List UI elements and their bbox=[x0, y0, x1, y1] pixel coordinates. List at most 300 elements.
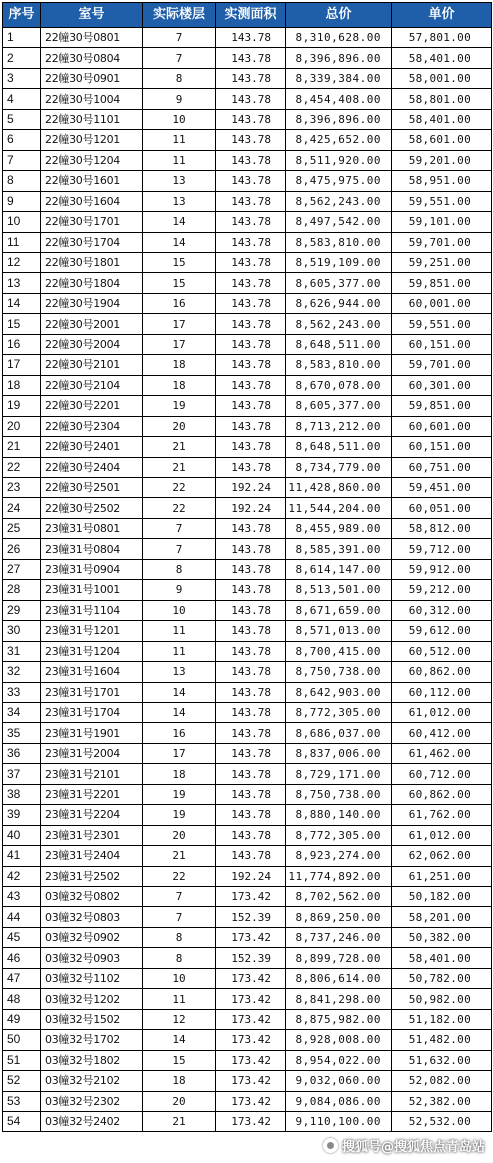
cell-unit-price: 59,212.00 bbox=[392, 580, 492, 600]
cell-area: 143.78 bbox=[216, 273, 286, 293]
cell-total-price: 8,310,628.00 bbox=[286, 28, 392, 48]
cell-total-price: 8,750,738.00 bbox=[286, 662, 392, 682]
table-row bbox=[3, 396, 492, 416]
cell-total-price: 8,899,728.00 bbox=[286, 948, 392, 968]
cell-unit-price: 61,251.00 bbox=[392, 866, 492, 886]
cell-area: 143.78 bbox=[216, 150, 286, 170]
cell-total-price: 11,774,892.00 bbox=[286, 866, 392, 886]
cell-index: 12 bbox=[3, 252, 41, 272]
cell-floor: 19 bbox=[143, 805, 216, 825]
cell-area: 143.78 bbox=[216, 355, 286, 375]
cell-floor: 21 bbox=[143, 437, 216, 457]
cell-index: 54 bbox=[3, 1112, 41, 1132]
cell-room: 22幢30号1804 bbox=[41, 273, 143, 293]
cell-area: 143.78 bbox=[216, 375, 286, 395]
cell-unit-price: 59,851.00 bbox=[392, 396, 492, 416]
cell-floor: 20 bbox=[143, 416, 216, 436]
table-row bbox=[3, 927, 492, 947]
cell-room: 23幢31号0801 bbox=[41, 518, 143, 538]
cell-index: 1 bbox=[3, 28, 41, 48]
cell-area: 143.78 bbox=[216, 191, 286, 211]
cell-floor: 8 bbox=[143, 948, 216, 968]
table-row bbox=[3, 130, 492, 150]
cell-area: 143.78 bbox=[216, 171, 286, 191]
cell-floor: 8 bbox=[143, 559, 216, 579]
cell-index: 10 bbox=[3, 212, 41, 232]
cell-area: 173.42 bbox=[216, 989, 286, 1009]
cell-floor: 17 bbox=[143, 334, 216, 354]
cell-area: 143.78 bbox=[216, 621, 286, 641]
cell-total-price: 8,605,377.00 bbox=[286, 396, 392, 416]
cell-index: 52 bbox=[3, 1071, 41, 1091]
price-table bbox=[2, 2, 492, 1132]
cell-index: 32 bbox=[3, 662, 41, 682]
cell-floor: 14 bbox=[143, 702, 216, 722]
cell-index: 14 bbox=[3, 293, 41, 313]
table-row bbox=[3, 232, 492, 252]
cell-area: 173.42 bbox=[216, 1091, 286, 1111]
cell-unit-price: 60,112.00 bbox=[392, 682, 492, 702]
cell-area: 143.78 bbox=[216, 600, 286, 620]
cell-floor: 17 bbox=[143, 314, 216, 334]
cell-area: 192.24 bbox=[216, 477, 286, 497]
cell-area: 143.78 bbox=[216, 641, 286, 661]
cell-total-price: 8,671,659.00 bbox=[286, 600, 392, 620]
cell-index: 46 bbox=[3, 948, 41, 968]
table-row bbox=[3, 355, 492, 375]
cell-total-price: 8,700,415.00 bbox=[286, 641, 392, 661]
cell-total-price: 8,648,511.00 bbox=[286, 334, 392, 354]
cell-total-price: 8,513,501.00 bbox=[286, 580, 392, 600]
cell-unit-price: 60,051.00 bbox=[392, 498, 492, 518]
header-floor: 实际楼层 bbox=[143, 3, 216, 28]
cell-area: 173.42 bbox=[216, 1112, 286, 1132]
cell-total-price: 8,713,212.00 bbox=[286, 416, 392, 436]
cell-total-price: 8,686,037.00 bbox=[286, 723, 392, 743]
table-row bbox=[3, 989, 492, 1009]
cell-area: 143.78 bbox=[216, 805, 286, 825]
table-row bbox=[3, 293, 492, 313]
cell-room: 22幢30号2101 bbox=[41, 355, 143, 375]
table-row bbox=[3, 948, 492, 968]
table-row bbox=[3, 580, 492, 600]
cell-unit-price: 58,801.00 bbox=[392, 89, 492, 109]
table-row bbox=[3, 887, 492, 907]
cell-room: 22幢30号2401 bbox=[41, 437, 143, 457]
cell-total-price: 8,571,013.00 bbox=[286, 621, 392, 641]
cell-unit-price: 59,851.00 bbox=[392, 273, 492, 293]
cell-floor: 14 bbox=[143, 212, 216, 232]
cell-unit-price: 51,182.00 bbox=[392, 1009, 492, 1029]
cell-index: 11 bbox=[3, 232, 41, 252]
cell-area: 173.42 bbox=[216, 1030, 286, 1050]
cell-room: 03幢32号0902 bbox=[41, 927, 143, 947]
cell-total-price: 8,585,391.00 bbox=[286, 539, 392, 559]
cell-index: 19 bbox=[3, 396, 41, 416]
table-row bbox=[3, 68, 492, 88]
cell-room: 22幢30号1704 bbox=[41, 232, 143, 252]
cell-room: 03幢32号2102 bbox=[41, 1071, 143, 1091]
cell-index: 20 bbox=[3, 416, 41, 436]
table-row bbox=[3, 539, 492, 559]
cell-total-price: 8,923,274.00 bbox=[286, 846, 392, 866]
cell-floor: 18 bbox=[143, 1071, 216, 1091]
cell-index: 3 bbox=[3, 68, 41, 88]
cell-index: 17 bbox=[3, 355, 41, 375]
cell-total-price: 8,626,944.00 bbox=[286, 293, 392, 313]
cell-total-price: 8,880,140.00 bbox=[286, 805, 392, 825]
cell-area: 143.78 bbox=[216, 539, 286, 559]
cell-total-price: 8,648,511.00 bbox=[286, 437, 392, 457]
cell-unit-price: 58,951.00 bbox=[392, 171, 492, 191]
table-body bbox=[3, 28, 492, 1132]
cell-index: 9 bbox=[3, 191, 41, 211]
cell-index: 45 bbox=[3, 927, 41, 947]
cell-area: 143.78 bbox=[216, 232, 286, 252]
cell-unit-price: 59,712.00 bbox=[392, 539, 492, 559]
table-row bbox=[3, 1030, 492, 1050]
cell-room: 23幢31号2502 bbox=[41, 866, 143, 886]
cell-total-price: 8,806,614.00 bbox=[286, 968, 392, 988]
cell-room: 03幢32号2402 bbox=[41, 1112, 143, 1132]
cell-area: 143.78 bbox=[216, 396, 286, 416]
cell-room: 23幢31号1204 bbox=[41, 641, 143, 661]
cell-room: 03幢32号0802 bbox=[41, 887, 143, 907]
cell-total-price: 8,562,243.00 bbox=[286, 314, 392, 334]
cell-floor: 15 bbox=[143, 252, 216, 272]
cell-room: 23幢31号1001 bbox=[41, 580, 143, 600]
cell-unit-price: 52,382.00 bbox=[392, 1091, 492, 1111]
cell-floor: 11 bbox=[143, 621, 216, 641]
table-row bbox=[3, 641, 492, 661]
cell-area: 143.78 bbox=[216, 130, 286, 150]
table-row bbox=[3, 518, 492, 538]
table-row bbox=[3, 437, 492, 457]
cell-floor: 8 bbox=[143, 927, 216, 947]
cell-unit-price: 61,462.00 bbox=[392, 743, 492, 763]
cell-floor: 14 bbox=[143, 232, 216, 252]
cell-area: 143.78 bbox=[216, 784, 286, 804]
table-row bbox=[3, 1009, 492, 1029]
table-row bbox=[3, 334, 492, 354]
table-row bbox=[3, 1112, 492, 1132]
cell-floor: 7 bbox=[143, 907, 216, 927]
cell-room: 22幢30号1601 bbox=[41, 171, 143, 191]
table-row bbox=[3, 375, 492, 395]
cell-index: 4 bbox=[3, 89, 41, 109]
cell-room: 03幢32号2302 bbox=[41, 1091, 143, 1111]
cell-index: 51 bbox=[3, 1050, 41, 1070]
cell-room: 22幢30号1904 bbox=[41, 293, 143, 313]
cell-area: 143.78 bbox=[216, 314, 286, 334]
cell-room: 03幢32号1202 bbox=[41, 989, 143, 1009]
cell-floor: 16 bbox=[143, 723, 216, 743]
cell-area: 192.24 bbox=[216, 498, 286, 518]
cell-index: 39 bbox=[3, 805, 41, 825]
cell-unit-price: 58,812.00 bbox=[392, 518, 492, 538]
cell-index: 53 bbox=[3, 1091, 41, 1111]
header-area: 实测面积 bbox=[216, 3, 286, 28]
cell-unit-price: 59,251.00 bbox=[392, 252, 492, 272]
table-row bbox=[3, 171, 492, 191]
table-row bbox=[3, 784, 492, 804]
cell-area: 143.78 bbox=[216, 109, 286, 129]
cell-total-price: 8,583,810.00 bbox=[286, 232, 392, 252]
cell-unit-price: 60,151.00 bbox=[392, 437, 492, 457]
header-unit-price: 单价 bbox=[392, 3, 492, 28]
cell-index: 44 bbox=[3, 907, 41, 927]
cell-area: 152.39 bbox=[216, 948, 286, 968]
cell-index: 6 bbox=[3, 130, 41, 150]
cell-total-price: 8,511,920.00 bbox=[286, 150, 392, 170]
table-row bbox=[3, 191, 492, 211]
cell-index: 38 bbox=[3, 784, 41, 804]
cell-floor: 13 bbox=[143, 171, 216, 191]
cell-floor: 18 bbox=[143, 375, 216, 395]
cell-area: 143.78 bbox=[216, 89, 286, 109]
cell-floor: 9 bbox=[143, 580, 216, 600]
table-row bbox=[3, 702, 492, 722]
cell-unit-price: 60,301.00 bbox=[392, 375, 492, 395]
cell-room: 22幢30号0801 bbox=[41, 28, 143, 48]
cell-index: 40 bbox=[3, 825, 41, 845]
cell-floor: 15 bbox=[143, 273, 216, 293]
cell-unit-price: 62,062.00 bbox=[392, 846, 492, 866]
cell-unit-price: 59,551.00 bbox=[392, 314, 492, 334]
cell-floor: 7 bbox=[143, 518, 216, 538]
table-row bbox=[3, 150, 492, 170]
cell-area: 143.78 bbox=[216, 457, 286, 477]
cell-index: 48 bbox=[3, 989, 41, 1009]
cell-unit-price: 51,482.00 bbox=[392, 1030, 492, 1050]
cell-index: 18 bbox=[3, 375, 41, 395]
table-row bbox=[3, 109, 492, 129]
cell-room: 23幢31号1604 bbox=[41, 662, 143, 682]
camera-icon bbox=[323, 1138, 338, 1153]
cell-floor: 11 bbox=[143, 989, 216, 1009]
header-row bbox=[3, 3, 492, 28]
cell-area: 143.78 bbox=[216, 662, 286, 682]
cell-area: 173.42 bbox=[216, 927, 286, 947]
table-row bbox=[3, 825, 492, 845]
header-index: 序号 bbox=[3, 3, 41, 28]
cell-unit-price: 59,612.00 bbox=[392, 621, 492, 641]
cell-unit-price: 50,382.00 bbox=[392, 927, 492, 947]
cell-total-price: 8,475,975.00 bbox=[286, 171, 392, 191]
header-total-price: 总价 bbox=[286, 3, 392, 28]
cell-index: 43 bbox=[3, 887, 41, 907]
cell-index: 16 bbox=[3, 334, 41, 354]
table-row bbox=[3, 314, 492, 334]
cell-room: 23幢31号1701 bbox=[41, 682, 143, 702]
cell-total-price: 8,425,652.00 bbox=[286, 130, 392, 150]
cell-index: 34 bbox=[3, 702, 41, 722]
cell-room: 22幢30号2201 bbox=[41, 396, 143, 416]
cell-floor: 20 bbox=[143, 825, 216, 845]
cell-index: 41 bbox=[3, 846, 41, 866]
cell-room: 22幢30号1204 bbox=[41, 150, 143, 170]
cell-area: 173.42 bbox=[216, 968, 286, 988]
cell-total-price: 8,734,779.00 bbox=[286, 457, 392, 477]
cell-unit-price: 60,412.00 bbox=[392, 723, 492, 743]
cell-room: 22幢30号2001 bbox=[41, 314, 143, 334]
price-table-container bbox=[2, 2, 491, 1132]
cell-unit-price: 60,601.00 bbox=[392, 416, 492, 436]
cell-index: 33 bbox=[3, 682, 41, 702]
cell-unit-price: 59,701.00 bbox=[392, 355, 492, 375]
cell-unit-price: 58,001.00 bbox=[392, 68, 492, 88]
cell-area: 173.42 bbox=[216, 1071, 286, 1091]
cell-index: 35 bbox=[3, 723, 41, 743]
cell-total-price: 8,928,008.00 bbox=[286, 1030, 392, 1050]
cell-area: 143.78 bbox=[216, 825, 286, 845]
cell-index: 13 bbox=[3, 273, 41, 293]
cell-index: 24 bbox=[3, 498, 41, 518]
cell-total-price: 8,869,250.00 bbox=[286, 907, 392, 927]
table-row bbox=[3, 212, 492, 232]
cell-index: 22 bbox=[3, 457, 41, 477]
cell-room: 22幢30号1004 bbox=[41, 89, 143, 109]
cell-floor: 7 bbox=[143, 887, 216, 907]
cell-floor: 10 bbox=[143, 600, 216, 620]
cell-room: 23幢31号1704 bbox=[41, 702, 143, 722]
cell-floor: 21 bbox=[143, 1112, 216, 1132]
cell-room: 22幢30号2104 bbox=[41, 375, 143, 395]
cell-total-price: 8,875,982.00 bbox=[286, 1009, 392, 1029]
cell-index: 50 bbox=[3, 1030, 41, 1050]
cell-unit-price: 59,451.00 bbox=[392, 477, 492, 497]
cell-unit-price: 60,862.00 bbox=[392, 784, 492, 804]
cell-unit-price: 59,101.00 bbox=[392, 212, 492, 232]
cell-room: 22幢30号1101 bbox=[41, 109, 143, 129]
cell-area: 143.78 bbox=[216, 702, 286, 722]
table-row bbox=[3, 907, 492, 927]
cell-area: 143.78 bbox=[216, 518, 286, 538]
cell-index: 8 bbox=[3, 171, 41, 191]
cell-unit-price: 60,001.00 bbox=[392, 293, 492, 313]
cell-total-price: 8,339,384.00 bbox=[286, 68, 392, 88]
cell-unit-price: 50,982.00 bbox=[392, 989, 492, 1009]
cell-floor: 7 bbox=[143, 48, 216, 68]
cell-index: 26 bbox=[3, 539, 41, 559]
cell-room: 22幢30号2404 bbox=[41, 457, 143, 477]
table-row bbox=[3, 89, 492, 109]
cell-unit-price: 50,782.00 bbox=[392, 968, 492, 988]
watermark bbox=[323, 1136, 485, 1155]
cell-room: 22幢30号1801 bbox=[41, 252, 143, 272]
cell-floor: 7 bbox=[143, 539, 216, 559]
cell-area: 143.78 bbox=[216, 293, 286, 313]
cell-room: 22幢30号1701 bbox=[41, 212, 143, 232]
cell-total-price: 8,772,305.00 bbox=[286, 825, 392, 845]
table-row bbox=[3, 559, 492, 579]
cell-index: 23 bbox=[3, 477, 41, 497]
cell-floor: 8 bbox=[143, 68, 216, 88]
cell-unit-price: 61,012.00 bbox=[392, 702, 492, 722]
cell-area: 152.39 bbox=[216, 907, 286, 927]
cell-unit-price: 52,082.00 bbox=[392, 1071, 492, 1091]
cell-floor: 9 bbox=[143, 89, 216, 109]
cell-index: 27 bbox=[3, 559, 41, 579]
watermark-text: 搜狐号@搜狐焦点青岛站 bbox=[341, 1140, 485, 1155]
table-row bbox=[3, 621, 492, 641]
cell-unit-price: 51,632.00 bbox=[392, 1050, 492, 1070]
cell-area: 143.78 bbox=[216, 682, 286, 702]
cell-unit-price: 59,701.00 bbox=[392, 232, 492, 252]
cell-floor: 13 bbox=[143, 191, 216, 211]
cell-index: 47 bbox=[3, 968, 41, 988]
cell-unit-price: 58,201.00 bbox=[392, 907, 492, 927]
cell-room: 03幢32号1102 bbox=[41, 968, 143, 988]
cell-index: 31 bbox=[3, 641, 41, 661]
cell-floor: 21 bbox=[143, 457, 216, 477]
table-row bbox=[3, 273, 492, 293]
cell-index: 37 bbox=[3, 764, 41, 784]
cell-index: 21 bbox=[3, 437, 41, 457]
table-row bbox=[3, 416, 492, 436]
cell-area: 143.78 bbox=[216, 580, 286, 600]
cell-floor: 11 bbox=[143, 641, 216, 661]
cell-floor: 15 bbox=[143, 1050, 216, 1070]
cell-unit-price: 50,182.00 bbox=[392, 887, 492, 907]
cell-index: 5 bbox=[3, 109, 41, 129]
table-row bbox=[3, 1071, 492, 1091]
cell-index: 29 bbox=[3, 600, 41, 620]
cell-floor: 19 bbox=[143, 396, 216, 416]
cell-total-price: 8,837,006.00 bbox=[286, 743, 392, 763]
cell-unit-price: 59,201.00 bbox=[392, 150, 492, 170]
cell-room: 22幢30号1604 bbox=[41, 191, 143, 211]
cell-room: 22幢30号1201 bbox=[41, 130, 143, 150]
cell-area: 143.78 bbox=[216, 743, 286, 763]
cell-room: 23幢31号2404 bbox=[41, 846, 143, 866]
cell-unit-price: 57,801.00 bbox=[392, 28, 492, 48]
cell-room: 22幢30号2304 bbox=[41, 416, 143, 436]
cell-room: 23幢31号0904 bbox=[41, 559, 143, 579]
cell-index: 28 bbox=[3, 580, 41, 600]
cell-index: 30 bbox=[3, 621, 41, 641]
cell-total-price: 9,032,060.00 bbox=[286, 1071, 392, 1091]
cell-room: 22幢30号2502 bbox=[41, 498, 143, 518]
cell-unit-price: 58,601.00 bbox=[392, 130, 492, 150]
cell-unit-price: 61,012.00 bbox=[392, 825, 492, 845]
cell-unit-price: 61,762.00 bbox=[392, 805, 492, 825]
cell-area: 173.42 bbox=[216, 887, 286, 907]
cell-area: 143.78 bbox=[216, 48, 286, 68]
cell-floor: 14 bbox=[143, 682, 216, 702]
cell-index: 2 bbox=[3, 48, 41, 68]
table-row bbox=[3, 723, 492, 743]
cell-room: 23幢31号2101 bbox=[41, 764, 143, 784]
cell-total-price: 8,583,810.00 bbox=[286, 355, 392, 375]
cell-area: 143.78 bbox=[216, 437, 286, 457]
table-row bbox=[3, 682, 492, 702]
cell-total-price: 8,750,738.00 bbox=[286, 784, 392, 804]
table-row bbox=[3, 457, 492, 477]
cell-room: 03幢32号0903 bbox=[41, 948, 143, 968]
table-row bbox=[3, 968, 492, 988]
cell-area: 143.78 bbox=[216, 764, 286, 784]
cell-total-price: 8,670,078.00 bbox=[286, 375, 392, 395]
cell-floor: 17 bbox=[143, 743, 216, 763]
header-room: 室号 bbox=[41, 3, 143, 28]
cell-area: 173.42 bbox=[216, 1050, 286, 1070]
cell-unit-price: 60,712.00 bbox=[392, 764, 492, 784]
table-row bbox=[3, 743, 492, 763]
cell-total-price: 8,455,989.00 bbox=[286, 518, 392, 538]
cell-area: 143.78 bbox=[216, 334, 286, 354]
table-row bbox=[3, 866, 492, 886]
